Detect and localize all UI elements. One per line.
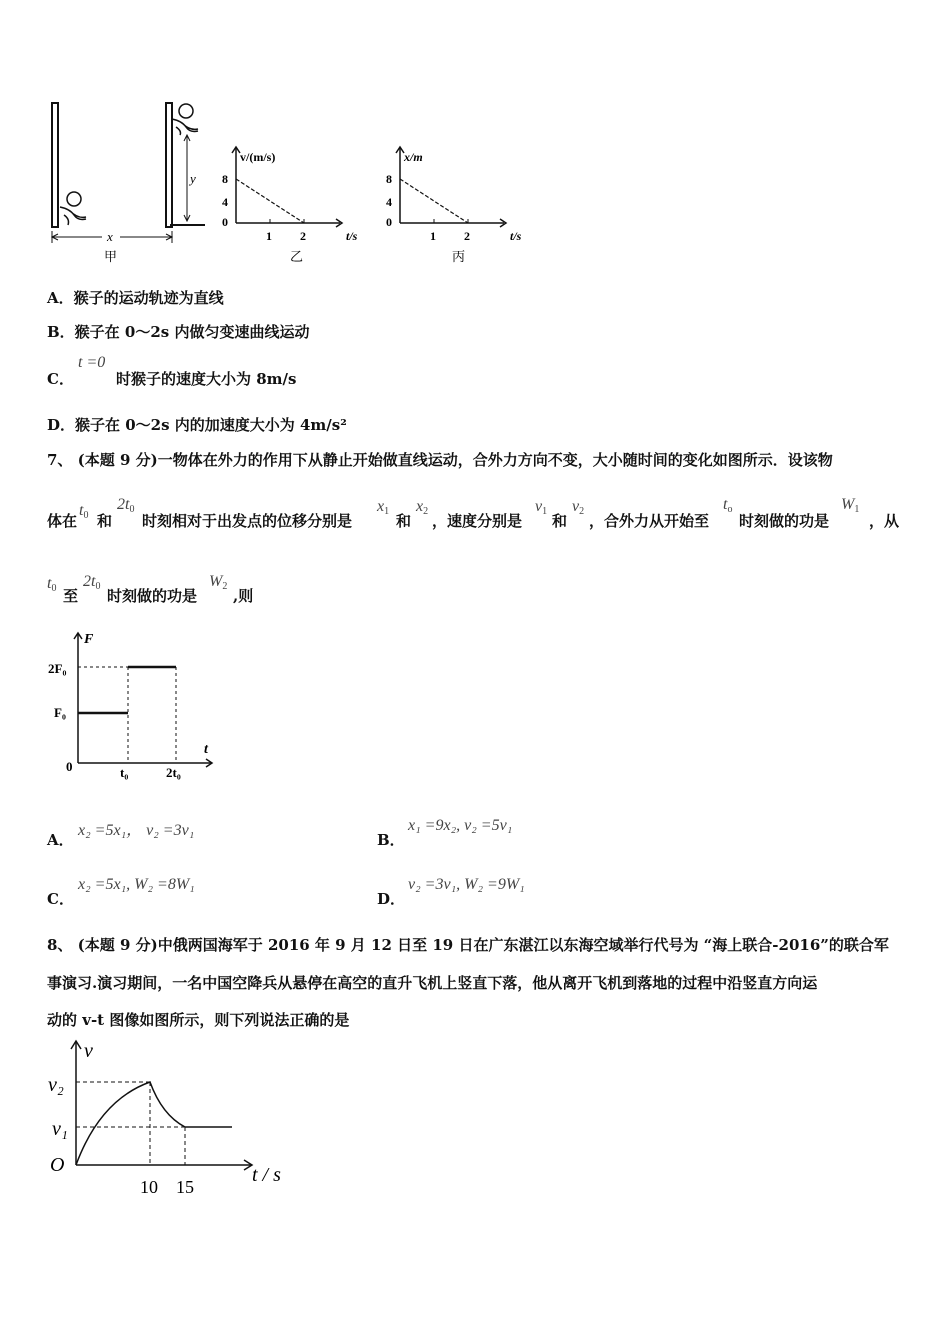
q7-text: 时刻相对于出发点的位移分别是	[142, 512, 353, 530]
label-jia: 甲	[104, 249, 118, 264]
velocity-curve	[76, 1082, 232, 1165]
label-bing: 丙	[452, 249, 466, 264]
q7-option-b-label[interactable]: B．	[377, 831, 405, 849]
q7-text: 时刻做的功是	[739, 512, 830, 530]
velocity-xtick: 10	[140, 1177, 158, 1197]
bing-xlabel: t/s	[510, 229, 522, 243]
q8-line2: 事演习.演习期间，一名中国空降兵从悬停在高空的直升飞机上竖直下落，他从离开飞机到落地的过程中沿竖直方向运	[47, 974, 818, 992]
figure-jia	[52, 103, 205, 264]
q7-text: ，合外力从开始至	[589, 512, 710, 530]
figure-bing	[386, 147, 522, 264]
bing-ylabel: x/m	[404, 150, 423, 164]
yi-ylabel: v/(m/s)	[240, 150, 276, 164]
q7-text: ，从	[869, 512, 900, 530]
q6-option-c-label: C．	[47, 370, 74, 388]
force-xtick: t₀	[120, 765, 129, 780]
q6-option-d[interactable]: D．猴子在 0～2s 内的加速度大小为 4m/s²	[47, 416, 347, 434]
q8-line1: 8、 (本题 9 分)中俄两国海军于 2016 年 9 月 12 日至 19 日在广东湛江以东海空域举行代号为 “海上联合-2016”的联合军	[47, 936, 889, 954]
monkey-top-icon	[172, 104, 198, 135]
bing-ytick: 8	[386, 172, 392, 186]
bing-xtick: 2	[464, 229, 470, 243]
q7-text: ，速度分别是	[432, 512, 523, 530]
q6-option-a[interactable]: A．猴子的运动轨迹为直线	[47, 289, 224, 307]
q7-line2: 体在 $t_0$ 和 $2t_0$ 时刻相对于出发点的位移分别是 $x_1$ 和 $x_2$ ，速度分别是 $v_1$ 和 $v_2$ ，合外力从开始至 $t_o$ 时刻做的功是 $W_1$ ，从	[47, 496, 900, 530]
monkey-bottom-icon	[60, 192, 86, 225]
q7-line3: $t_0$ 至 $2t_0$ 时刻做的功是 $W_2$ ,则	[47, 573, 254, 605]
time-axis-label: t / s	[252, 1164, 281, 1186]
q7-text: 时刻做的功是	[107, 587, 198, 605]
q7-text: 和	[552, 512, 568, 530]
q7-option-a[interactable]: x₂ =5x₁， v₂ =3v₁	[78, 822, 195, 839]
force-xtick: 2t₀	[166, 765, 181, 780]
q7-option-b[interactable]: x₁ =9x₂, v₂ =5v₁	[408, 817, 513, 834]
q6-option-c-text: 时猴子的速度大小为 8m/s	[116, 370, 297, 388]
yi-ytick: 4	[222, 195, 228, 209]
force-ytick: F₀	[54, 705, 66, 720]
x-distance-label: x	[107, 229, 113, 244]
q8-line3: 动的 v-t 图像如图所示，则下列说法正确的是	[47, 1011, 350, 1029]
q7-text: ,则	[233, 587, 254, 605]
bing-line	[400, 179, 468, 223]
y-distance-label: y	[190, 171, 196, 186]
bing-ytick: 4	[386, 195, 392, 209]
figure-yi	[222, 147, 358, 264]
velocity-xtick: 15	[176, 1177, 194, 1197]
q7-option-a-label[interactable]: A．	[47, 831, 74, 849]
q7-text: 和	[97, 512, 113, 530]
q7-option-c[interactable]: x₂ =5x₁, W₂ =8W₁	[78, 876, 195, 893]
label-yi: 乙	[290, 249, 304, 264]
q7-text: 至	[63, 587, 79, 605]
yi-xtick: 1	[266, 229, 272, 243]
q6-option-c[interactable]	[47, 368, 74, 389]
yi-ytick: 8	[222, 172, 228, 186]
yi-xtick: 2	[300, 229, 306, 243]
q6-option-b[interactable]: B．猴子在 0～2s 内做匀变速曲线运动	[47, 323, 310, 341]
yi-xlabel: t/s	[346, 229, 358, 243]
force-axis-label: F	[84, 632, 94, 647]
q7-force-graph	[40, 625, 230, 785]
q6-option-c-math: t =0	[78, 354, 106, 371]
yi-line	[236, 179, 304, 223]
q7-text: 体在	[47, 512, 78, 530]
q7-text: 和	[396, 512, 412, 530]
velocity-ytick: O	[50, 1154, 65, 1176]
velocity-ytick: v₁	[52, 1118, 68, 1140]
velocity-axis-label: v	[84, 1040, 93, 1062]
bing-xtick: 1	[430, 229, 436, 243]
velocity-ytick: v₂	[48, 1074, 64, 1096]
q7-option-d[interactable]: v₂ =3v₁, W₂ =9W₁	[408, 876, 525, 893]
q6-figure	[40, 95, 560, 270]
yi-ytick: 0	[222, 215, 228, 229]
bing-ytick: 0	[386, 215, 392, 229]
force-xtick: 0	[66, 759, 73, 774]
force-ytick: 2F₀	[48, 661, 67, 676]
q7-option-c-label[interactable]: C．	[47, 890, 74, 908]
time-axis-label: t	[204, 742, 208, 757]
q7-option-d-label[interactable]: D．	[377, 890, 406, 908]
q8-vt-graph	[40, 1035, 300, 1205]
q7-line1: 7、 (本题 9 分)一物体在外力的作用下从静止开始做直线运动，合外力方向不变，大小随时间的变化如图所示．设该物	[47, 451, 833, 469]
